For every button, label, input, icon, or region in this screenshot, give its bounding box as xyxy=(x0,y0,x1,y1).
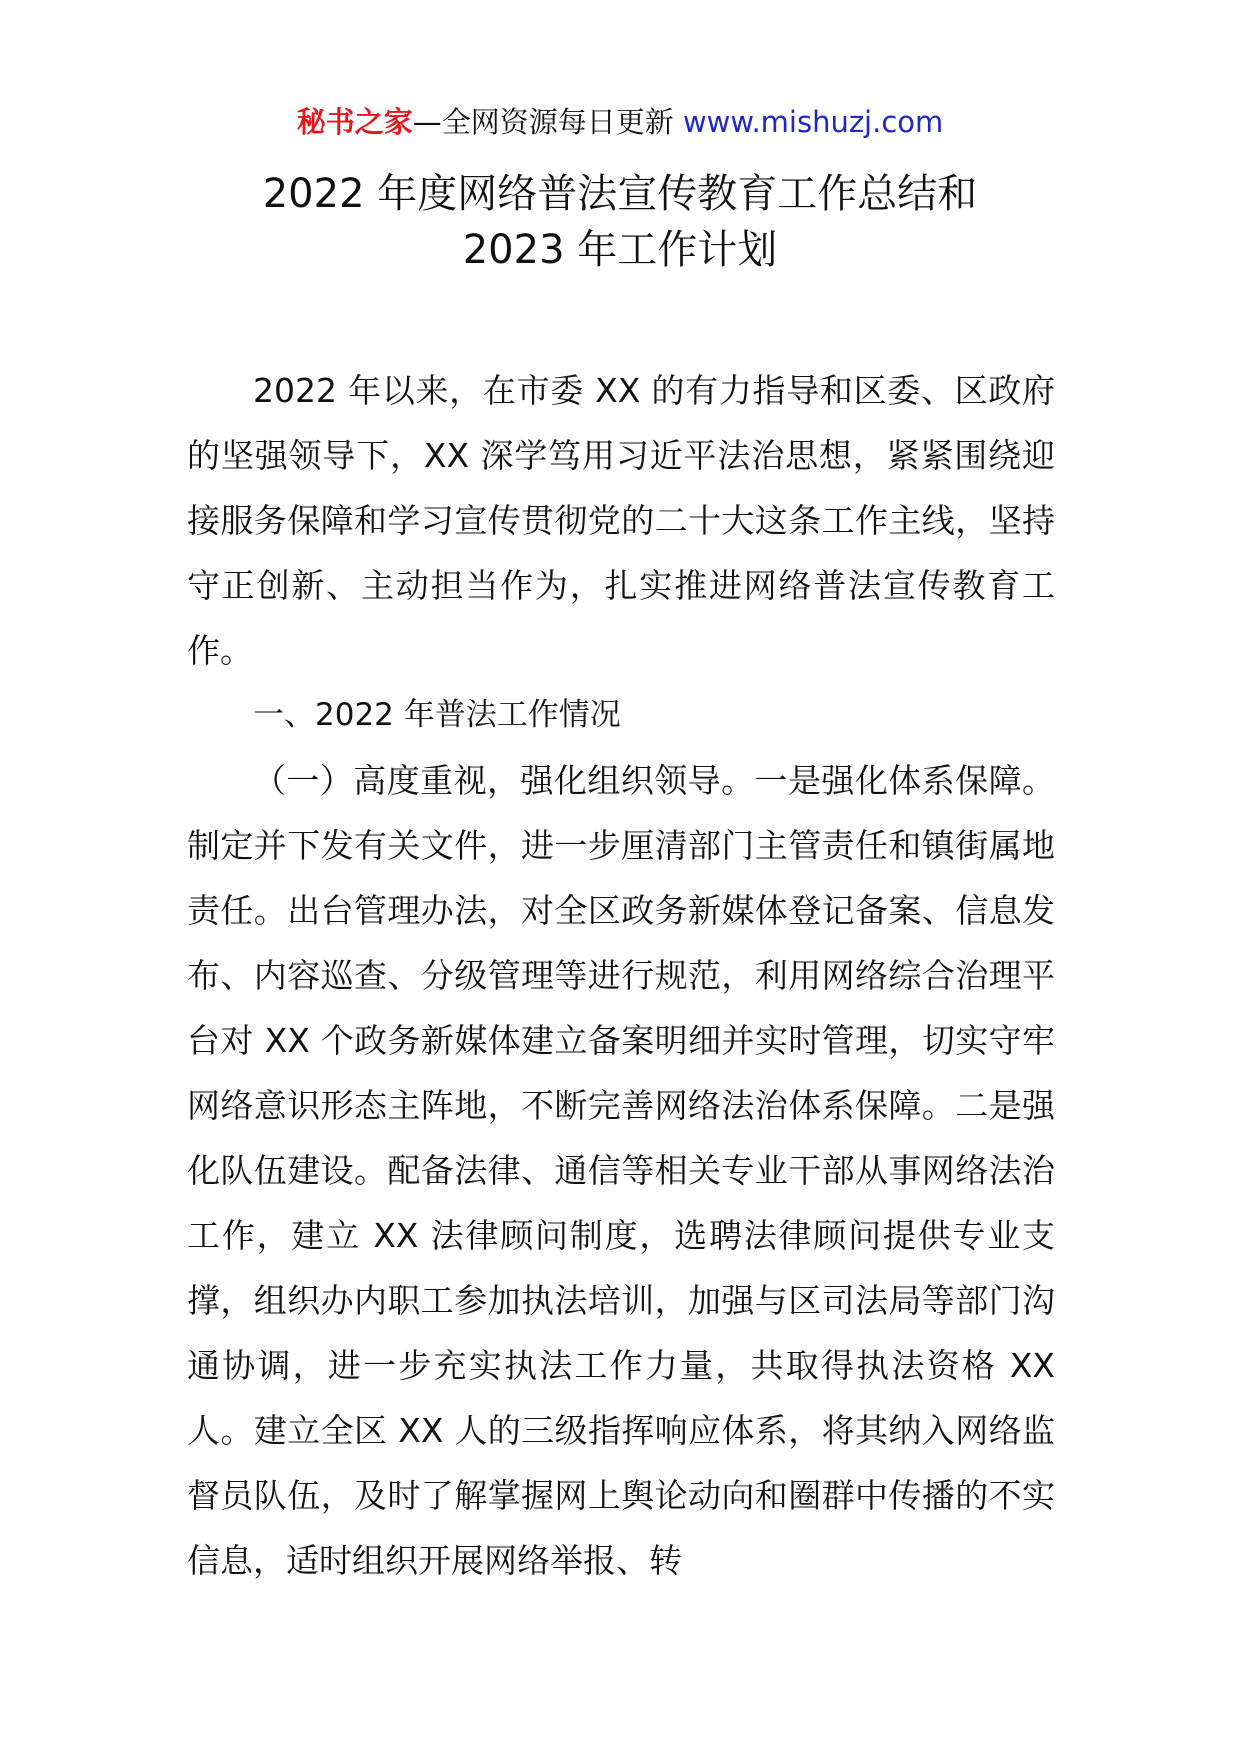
site-link[interactable]: www.mishuzj.com xyxy=(682,105,944,139)
brand-name: 秘书之家 xyxy=(296,105,413,139)
title-line-2: 2023 年工作计划 xyxy=(462,227,778,273)
document-title xyxy=(0,166,1240,278)
document-body xyxy=(187,358,1055,1593)
section-heading-1: 一、2022 年普法工作情况 xyxy=(253,697,621,733)
header-tagline: —全网资源每日更新 xyxy=(412,105,674,139)
page-header xyxy=(0,102,1240,142)
intro-paragraph: 2022 年以来，在市委 XX 的有力指导和区委、区政府的坚强领导下，XX 深学笃用习近平法治思想，紧紧围绕迎接服务保障和学习宣传贯彻党的二十大这条工作主线，坚持守正创新、主动担当作为，扎实推进网络普法宣传教育工作。 xyxy=(187,371,1055,670)
body-paragraph-1: （一）高度重视，强化组织领导。一是强化体系保障。制定并下发有关文件，进一步厘清部门主管责任和镇街属地责任。出台管理办法，对全区政务新媒体登记备案、信息发布、内容巡查、分级管理等进行规范，利用网络综合治理平台对 XX 个政务新媒体建立备案明细并实时管理，切实守牢网络意识形态主阵地，不断完善网络法治体系保障。二是强化队伍建设。配备法律、通信等相关专业干部从事网络法治工作，建立 XX 法律顾问制度，选聘法律顾问提供专业支撑，组织办内职工参加执法培训，加强与区司法局等部门沟通协调，进一步充实执法工作力量，共取得执法资格 XX 人。建立全区 XX 人的三级指挥响应体系，将其纳入网络监督员队伍，及时了解掌握网上舆论动向和圈群中传播的不实信息，适时组织开展网络举报、转 xyxy=(187,761,1055,1580)
title-line-1: 2022 年度网络普法宣传教育工作总结和 xyxy=(262,171,978,217)
